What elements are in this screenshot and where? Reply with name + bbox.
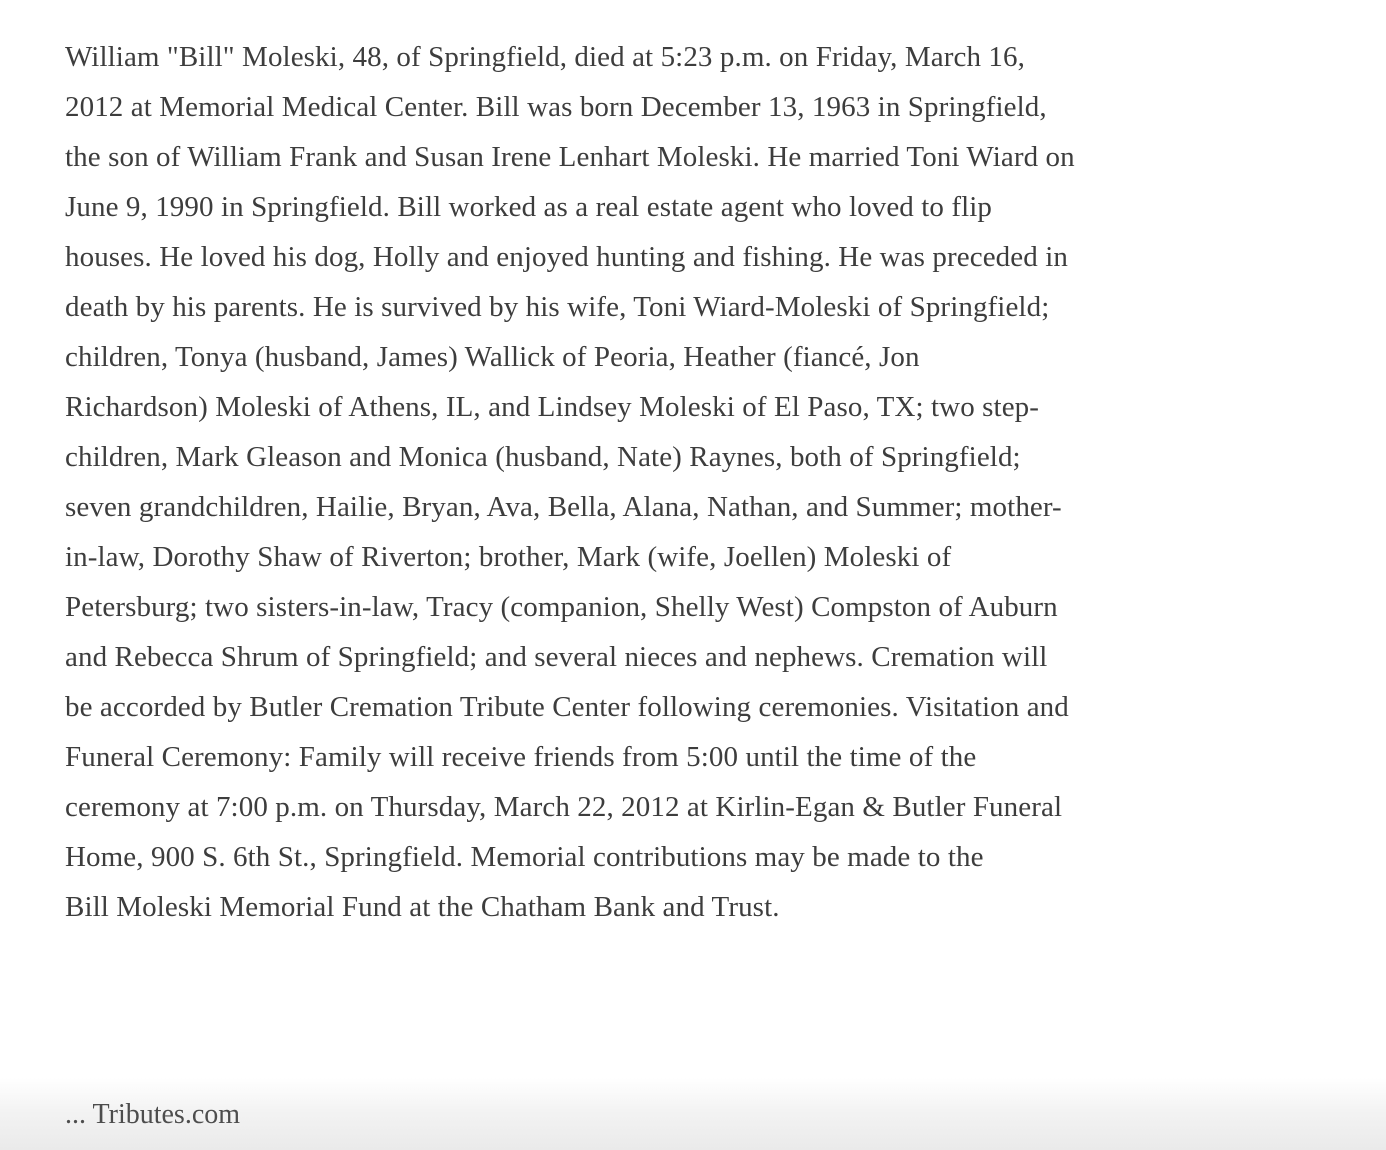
obituary-line: be accorded by Butler Cremation Tribute Center following ceremonies. Visitation and: [65, 691, 1069, 723]
obituary-line: William "Bill" Moleski, 48, of Springfield, died at 5:23 p.m. on Friday, March 16,: [65, 41, 1025, 73]
obituary-line: 2012 at Memorial Medical Center. Bill was born December 13, 1963 in Springfield,: [65, 91, 1047, 123]
obituary-text: [65, 32, 1345, 932]
obituary-line: Richardson) Moleski of Athens, IL, and Lindsey Moleski of El Paso, TX; two step-: [65, 391, 1040, 423]
obituary-line: houses. He loved his dog, Holly and enjoyed hunting and fishing. He was preceded in: [65, 241, 1068, 273]
obituary-line: Petersburg; two sisters-in-law, Tracy (companion, Shelly West) Compston of Auburn: [65, 591, 1058, 623]
obituary-line: seven grandchildren, Hailie, Bryan, Ava, Bella, Alana, Nathan, and Summer; mother-: [65, 491, 1062, 523]
obituary-line: ceremony at 7:00 p.m. on Thursday, March 22, 2012 at Kirlin-Egan & Butler Funeral: [65, 791, 1063, 823]
obituary-line: in-law, Dorothy Shaw of Riverton; brother, Mark (wife, Joellen) Moleski of: [65, 541, 952, 573]
obituary-line: Home, 900 S. 6th St., Springfield. Memorial contributions may be made to the: [65, 841, 984, 873]
obituary-line: Bill Moleski Memorial Fund at the Chatham Bank and Trust.: [65, 891, 780, 923]
obituary-line: June 9, 1990 in Springfield. Bill worked as a real estate agent who loved to flip: [65, 191, 993, 223]
obituary-line: death by his parents. He is survived by his wife, Toni Wiard-Moleski of Springfield;: [65, 291, 1050, 323]
obituary-line: children, Tonya (husband, James) Wallick of Peoria, Heather (fiancé, Jon: [65, 341, 920, 373]
obituary-line: and Rebecca Shrum of Springfield; and several nieces and nephews. Cremation will: [65, 641, 1048, 673]
obituary-line: children, Mark Gleason and Monica (husband, Nate) Raynes, both of Springfield;: [65, 441, 1021, 473]
obituary-line: the son of William Frank and Susan Irene Lenhart Moleski. He married Toni Wiard on: [65, 141, 1075, 173]
obituary-line: Funeral Ceremony: Family will receive friends from 5:00 until the time of the: [65, 741, 977, 773]
attribution-text: ... Tributes.com: [65, 1099, 241, 1130]
